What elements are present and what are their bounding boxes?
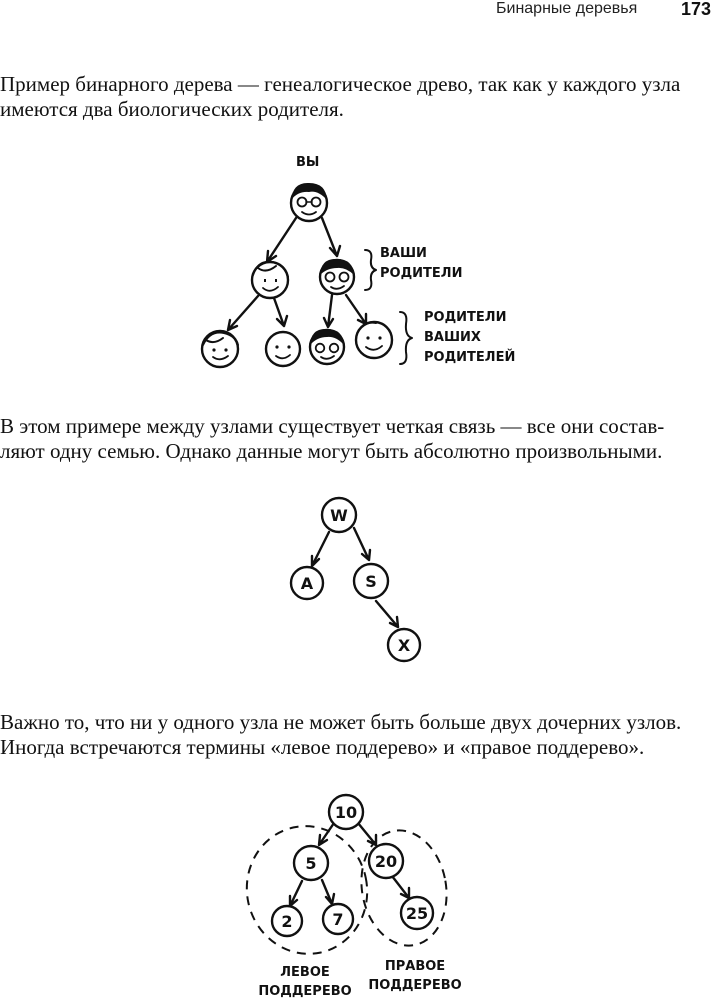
node-label: X	[397, 636, 411, 655]
face-parent-mother	[252, 262, 288, 298]
page-header	[0, 0, 715, 24]
tree-node-s	[354, 564, 388, 598]
face-grandparent-1	[202, 331, 238, 367]
node-label: 10	[334, 803, 358, 822]
paragraph-line: имеются два биологических родителя.	[0, 97, 344, 121]
tree-node-x	[388, 629, 420, 661]
tree-node-7	[323, 904, 353, 934]
label-parents-line2: РОДИТЕЛИ	[380, 266, 463, 281]
node-label: 20	[374, 852, 398, 871]
label-right-subtree-line1: ПРАВОЕ	[384, 959, 446, 974]
tree-node-25	[401, 897, 433, 929]
face-you	[291, 183, 327, 221]
subtree-figure	[0, 790, 715, 1000]
label-right-subtree-line2: ПОДДЕРЕВО	[368, 978, 462, 993]
label-left-subtree-line2: ПОДДЕРЕВО	[258, 984, 352, 999]
page-number: 173	[680, 0, 711, 19]
paragraph-line: ляют одну семью. Однако данные могут быть абсолютно произвольными.	[0, 439, 663, 463]
paragraph-intro	[0, 72, 715, 122]
node-label: 7	[332, 910, 344, 929]
tree-node-w	[322, 498, 356, 532]
paragraph-subtrees	[0, 710, 715, 760]
paragraph-line: В этом примере между узлами существует четкая связь — все они состав-	[0, 414, 665, 438]
label-grandparents-line3: РОДИТЕЛЕЙ	[424, 350, 516, 365]
tree-node-10	[329, 795, 363, 829]
tree-node-2	[272, 906, 302, 936]
node-label: W	[330, 506, 348, 525]
label-left-subtree-line1: ЛЕВОЕ	[280, 965, 330, 980]
family-tree-figure	[0, 140, 715, 380]
label-grandparents-line2: ВАШИХ	[424, 330, 481, 345]
face-grandparent-4	[356, 322, 392, 358]
node-label: A	[300, 574, 314, 593]
paragraph-line: Иногда встречаются термины «левое поддерево» и «правое поддерево».	[0, 735, 645, 759]
running-title: Бинарные деревья	[496, 0, 638, 17]
node-label: S	[365, 572, 377, 591]
node-label: 25	[405, 904, 429, 923]
node-label: 2	[281, 912, 293, 931]
paragraph-line: Важно то, что ни у одного узла не может быть больше двух дочерних узлов.	[0, 710, 682, 734]
node-label: 5	[305, 854, 317, 873]
label-grandparents-line1: РОДИТЕЛИ	[424, 310, 507, 325]
paragraph-line: Пример бинарного дерева — генеалогическое древо, так как у каждого узла	[0, 72, 681, 96]
letter-tree-figure	[0, 490, 715, 680]
face-grandparent-2	[266, 332, 300, 366]
face-grandparent-3	[310, 329, 344, 364]
face-parent-father	[320, 259, 354, 294]
tree-node-20	[369, 844, 403, 878]
left-subtree-outline	[235, 815, 379, 965]
right-subtree-outline	[353, 824, 456, 953]
tree-node-a	[291, 567, 323, 599]
paragraph-family-note	[0, 414, 715, 464]
label-parents-line1: ВАШИ	[380, 246, 427, 261]
tree-node-5	[294, 846, 328, 880]
label-you: ВЫ	[296, 155, 320, 170]
